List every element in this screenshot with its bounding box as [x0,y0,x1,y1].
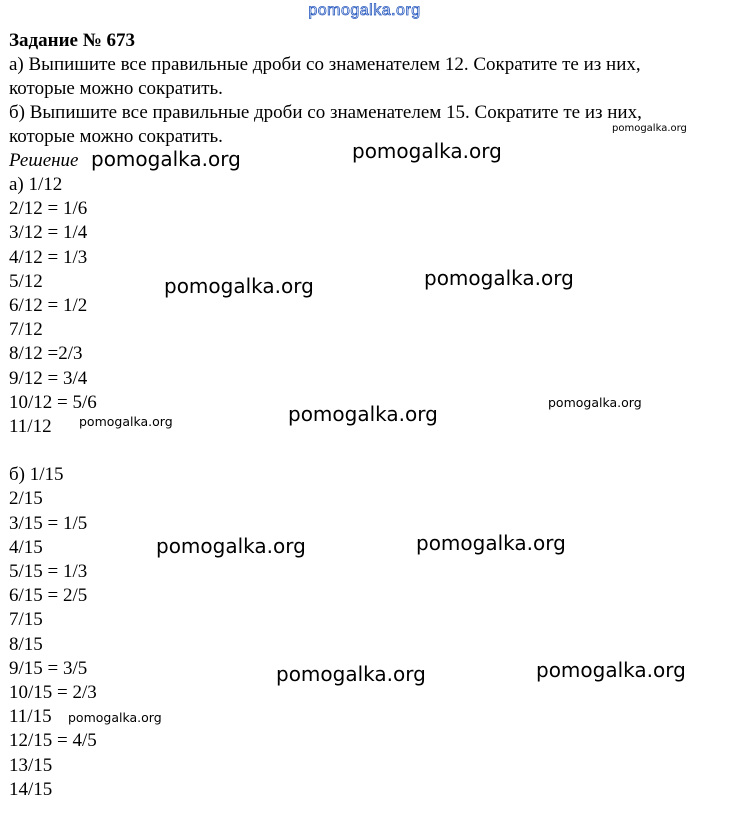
answer-line: 14/15 [9,778,53,800]
answer-line: 11/12 [9,415,52,437]
watermark: pomogalka.org [91,147,241,171]
answer-line: 8/15 [9,633,43,655]
task-title: Задание № 673 [9,30,136,51]
task-line: которые можно сократить. [9,126,223,147]
answer-line: 10/12 = 5/6 [9,391,97,413]
watermark: pomogalka.org [79,414,173,429]
watermark: pomogalka.org [276,662,426,686]
answer-line: 3/12 = 1/4 [9,222,88,244]
answer-line: 9/15 = 3/5 [9,657,88,679]
site-logo: pomogalka.org [308,2,421,19]
answer-line: 8/12 =2/3 [9,343,83,365]
answer-line: 13/15 [9,754,53,776]
answer-line: 9/12 = 3/4 [9,367,88,389]
answer-line: 3/15 = 1/5 [9,512,88,534]
answer-line: 12/15 = 4/5 [9,730,97,752]
solution-part-b [9,463,724,802]
watermark: pomogalka.org [156,534,306,558]
answer-line: 2/15 [9,488,43,510]
answer-line: 6/12 = 1/2 [9,294,88,316]
solution-label: Решение [9,150,79,171]
watermark: pomogalka.org [352,139,502,163]
answer-line: 2/12 = 1/6 [9,198,88,220]
answer-line: 11/15 [9,706,52,728]
section-gap [9,439,724,463]
answer-line: 4/15 [9,536,43,558]
watermark: pomogalka.org [548,395,642,410]
task-line: б) Выпишите все правильные дроби со знаменателем 15. Сократите те из них, [9,102,642,123]
watermark: pomogalka.org [612,123,687,134]
watermark: pomogalka.org [416,531,566,555]
watermark: pomogalka.org [68,710,162,725]
answer-line: 7/12 [9,319,43,341]
task-line: которые можно сократить. [9,78,223,99]
answer-line: 4/12 = 1/3 [9,246,88,268]
answer-line: б) 1/15 [9,464,64,486]
answer-line: 7/15 [9,609,43,631]
answer-line: 10/15 = 2/3 [9,681,97,703]
watermark: pomogalka.org [536,658,686,682]
answer-line: 5/12 [9,270,43,292]
watermark: pomogalka.org [164,274,314,298]
watermark: pomogalka.org [288,402,438,426]
watermark: pomogalka.org [424,266,574,290]
answer-line: а) 1/12 [9,174,63,195]
answer-line: 5/15 = 1/3 [9,561,88,582]
answer-line: 6/15 = 2/5 [9,585,88,607]
task-line: а) Выпишите все правильные дроби со знаменателем 12. Сократите те из них, [9,54,641,75]
